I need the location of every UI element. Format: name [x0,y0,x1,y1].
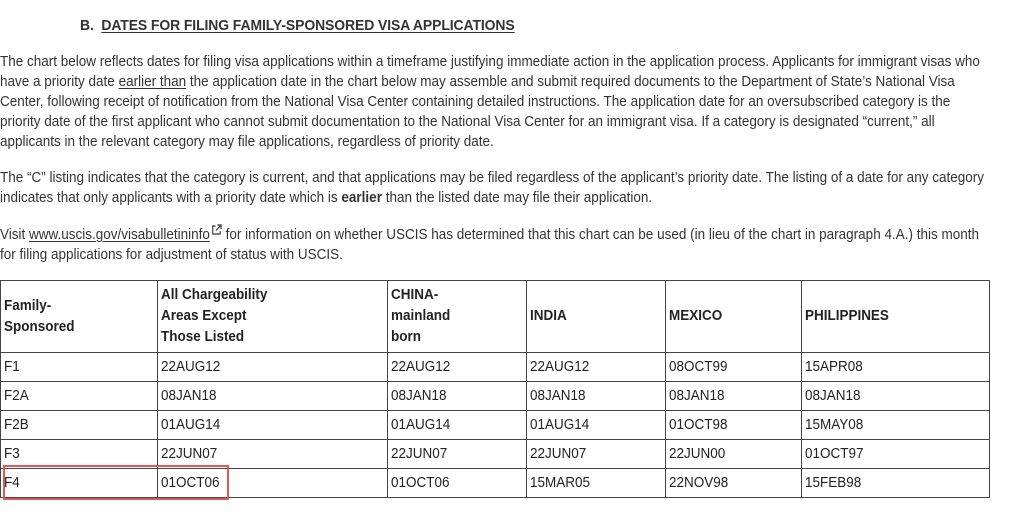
table-row [1,440,990,469]
header-family-sponsored: Family- Sponsored [1,281,158,353]
table-row [1,382,990,411]
header-mexico: MEXICO [666,281,802,353]
header-philippines: PHILIPPINES [802,281,990,353]
date-cell: 01AUG14 [158,411,388,440]
category-cell: F3 [1,440,158,469]
date-cell: 22JUN07 [388,440,527,469]
date-cell: 22JUN07 [527,440,666,469]
header-india: INDIA [527,281,666,353]
section-letter: B. [80,17,94,34]
section-heading [80,17,515,34]
table-row [1,469,990,498]
date-cell: 01AUG14 [527,411,666,440]
date-cell: 22JUN00 [666,440,802,469]
category-cell: F4 [1,469,158,498]
date-cell: 01OCT98 [666,411,802,440]
category-cell: F2B [1,411,158,440]
table-row [1,353,990,382]
uscis-paragraph [0,224,994,265]
date-cell: 01OCT06 [388,469,527,498]
date-cell: 08JAN18 [666,382,802,411]
intro-underlined-text: earlier than [118,74,187,90]
uscis-text-end: for information on whether USCIS has determined that this chart can be used (in lieu of the chart in paragraph 4.A.) this month for filing applications for adjustment of status with USCIS. [0,227,979,263]
date-cell: 01AUG14 [388,411,527,440]
date-cell: 08JAN18 [527,382,666,411]
date-cell: 08JAN18 [158,382,388,411]
section-title: DATES FOR FILING FAMILY-SPONSORED VISA APPLICATIONS [101,17,515,34]
date-cell: 15MAR05 [527,469,666,498]
current-text-start: The “C” listing indicates that the category is current, and that applications may be filed regardless of the applicant’s priority date. The listing of a date for any category indicates that only applicants with a priority date which is [0,170,984,206]
date-cell: 22AUG12 [388,353,527,382]
external-link-icon[interactable] [211,224,222,236]
current-text-end: than the listed date may file their application. [381,190,653,206]
intro-text-end: the application date in the chart below may assemble and submit required documents to the Department of State’s National Visa Center, following receipt of notification from the National Visa Center containing detailed instructions. The application date for an oversubscribed category is the priority date of the first applicant who cannot submit documentation to the National Visa Center for an immigrant visa. If a category is designated “current,” all applicants in the relevant category may file applications, regardless of priority date. [0,74,955,150]
uscis-link[interactable]: www.uscis.gov/visabulletininfo [29,227,210,243]
table-row [1,411,990,440]
table-header-row [1,281,990,353]
category-cell: F2A [1,382,158,411]
date-cell: 15MAY08 [802,411,990,440]
date-cell: 01OCT06 [158,469,388,498]
date-cell: 22AUG12 [158,353,388,382]
uscis-text-start: Visit [0,227,30,243]
date-cell: 22NOV98 [666,469,802,498]
current-bold-text: earlier [341,190,382,206]
intro-text-start: The chart below reflects dates for filing visa applications within a timeframe justifying immediate action in the application process. Applicants for immigrant visas who have a priority date [0,54,980,90]
date-cell: 22AUG12 [527,353,666,382]
date-cell: 08OCT99 [666,353,802,382]
date-cell: 01OCT97 [802,440,990,469]
header-china: CHINA- mainland born [388,281,527,353]
intro-paragraph [0,52,994,152]
header-all-chargeability: All Chargeability Areas Except Those Listed [158,281,388,353]
date-cell: 22JUN07 [158,440,388,469]
date-cell: 15APR08 [802,353,990,382]
date-cell: 08JAN18 [802,382,990,411]
current-listing-paragraph [0,168,994,208]
date-cell: 08JAN18 [388,382,527,411]
category-cell: F1 [1,353,158,382]
date-cell: 15FEB98 [802,469,990,498]
filing-dates-table [0,280,990,498]
